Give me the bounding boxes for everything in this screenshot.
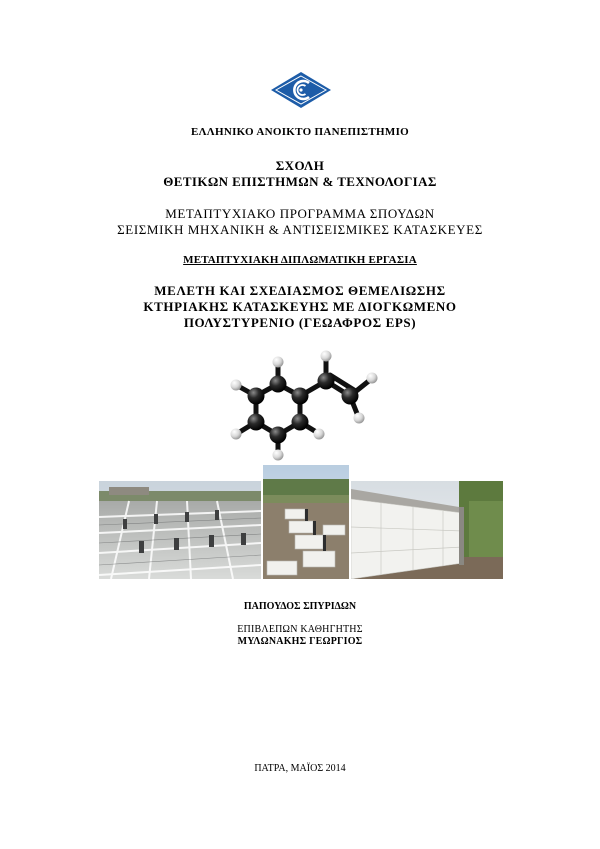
styrene-molecule-icon: [218, 344, 386, 462]
eps-wall-photo-icon: [351, 481, 503, 579]
thesis-title-line-2: ΚΤΗΡΙΑΚΗΣ ΚΑΤΑΣΚΕΥΗΣ ΜΕ ΔΙΟΓΚΩΜΕΝΟ: [143, 299, 457, 314]
thesis-title: [0, 283, 600, 331]
program-line-2: ΣΕΙΣΜΙΚΗ ΜΗΧΑΝΙΚΗ & ΑΝΤΙΣΕΙΣΜΙΚΕΣ ΚΑΤΑΣΚΕΥΕΣ: [117, 222, 483, 237]
supervisor-name: ΜΥΛΩΝΑΚΗΣ ΓΕΩΡΓΙΟΣ: [237, 636, 363, 647]
place-date: ΠΑΤΡΑ, ΜΑΪΟΣ 2014: [254, 763, 346, 774]
supervisor-label: ΕΠΙΒΛΕΠΩΝ ΚΑΘΗΓΗΤΗΣ: [237, 624, 363, 635]
thesis-title-line-1: ΜΕΛΕΤΗ ΚΑΙ ΣΧΕΔΙΑΣΜΟΣ ΘΕΜΕΛΙΩΣΗΣ: [154, 283, 446, 298]
university-logo-icon: [271, 72, 331, 108]
thesis-title-line-3: ΠΟΛΥΣΤΥΡΕΝΙΟ (ΓΕΩΑΦΡΟΣ EPS): [183, 315, 417, 330]
program-name: [0, 206, 600, 238]
eps-blocks-photo-icon: [263, 465, 349, 579]
school-name: [0, 158, 600, 190]
university-name: ΕΛΛΗΝΙΚΟ ΑΝΟΙΚΤΟ ΠΑΝΕΠΙΣΤΗΜΙΟ: [190, 126, 410, 138]
foundation-grid-photo-icon: [99, 481, 261, 579]
program-line-1: ΜΕΤΑΠΤΥΧΙΑΚΟ ΠΡΟΓΡΑΜΜΑ ΣΠΟΥΔΩΝ: [165, 206, 435, 221]
thesis-type-label: ΜΕΤΑΠΤΥΧΙΑΚΗ ΔΙΠΛΩΜΑΤΙΚΗ ΕΡΓΑΣΙΑ: [183, 254, 417, 266]
author-name: ΠΑΠΟΥΔΟΣ ΣΠΥΡΙΔΩΝ: [243, 601, 357, 612]
school-line-2: ΘΕΤΙΚΩΝ ΕΠΙΣΤΗΜΩΝ & ΤΕΧΝΟΛΟΓΙΑΣ: [163, 174, 437, 189]
school-line-1: ΣΧΟΛΗ: [275, 158, 325, 173]
